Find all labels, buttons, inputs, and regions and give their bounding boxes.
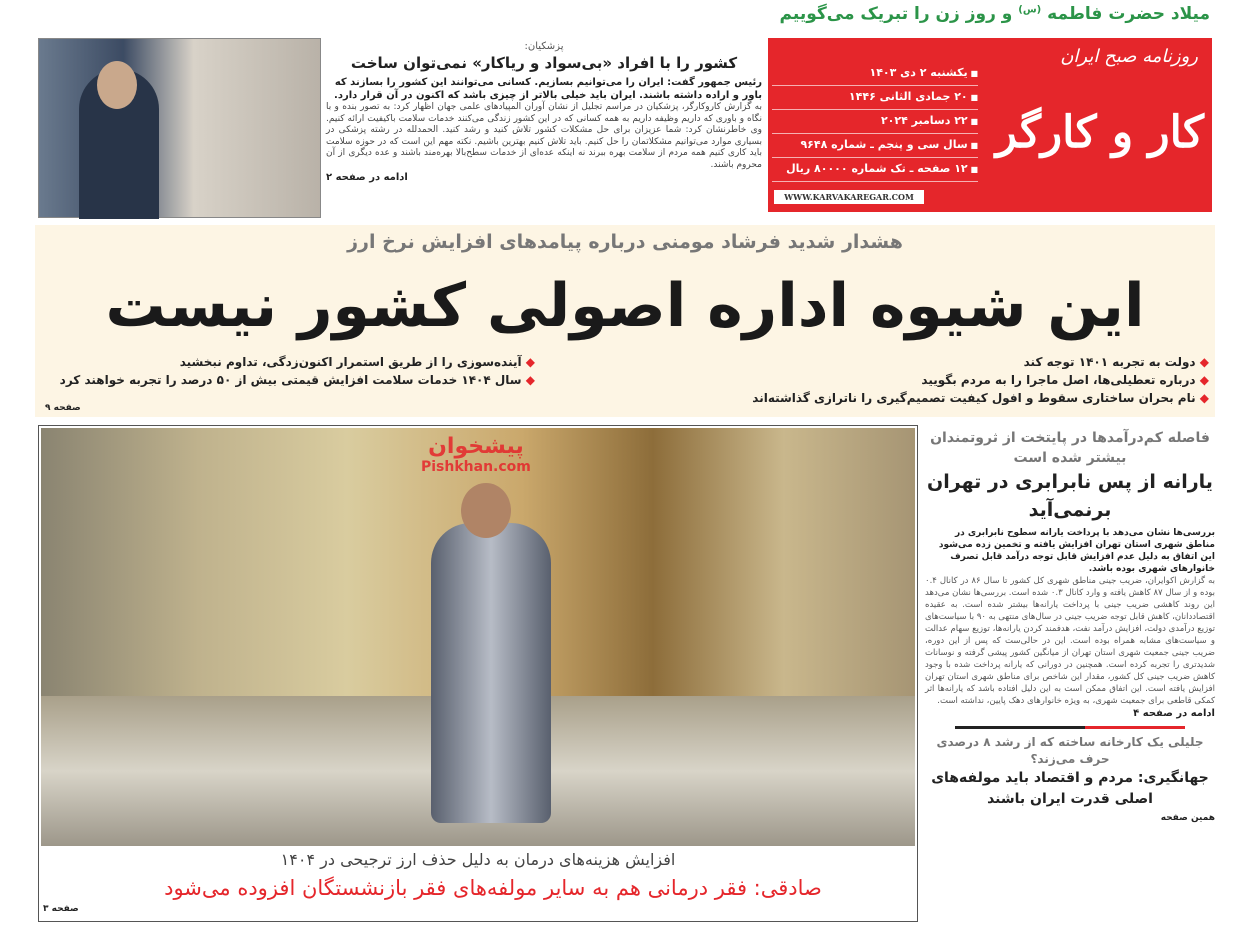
main-photo [41, 428, 915, 846]
issue-gregorian-date: ■ ۲۲ دسامبر ۲۰۲۴ [772, 110, 978, 134]
second-story [925, 734, 1215, 823]
top-story-photo [38, 38, 321, 218]
slogan-banner [780, 4, 1210, 24]
lead-bullets-right [752, 353, 1209, 407]
top-story-kicker: پزشکیان: [524, 41, 564, 52]
photo-page-ref[interactable]: صفحه ۳ [43, 904, 79, 914]
issue-info [772, 62, 978, 182]
top-story[interactable] [326, 40, 762, 184]
right-story-body: به گزارش اکوایران، ضریب جینی مناطق شهری کل کشور تا سال ۸۶ در کانال ۰.۴ بوده و از سال ۸۷ کاهش یافته و وارد کانال ۰.۳ شده است. بررسی‌ها نشان می‌دهد این روند کاهشی ضریب جینی با پرداخت یارانه‌ها بیشتر شده است. به عقیده اقتصاددانان، کاهش قابل توجه ضریب جینی در سال‌های منتهی به ۹۰ با سیاست‌های توزیع درآمدی دولت، افزایش درآمد نفت، هدفمند کردن یارانه‌ها، توزیع سهام عدالت و سیاست‌های مشابه همراه بوده است. این در حالی‌ست که پس از این دوره، ضریب جینی جمعیت شهری استان تهران از میانگین کشور پیشی گرفته و نوسانات شدیدتری را تجربه کرده است. همچنین در دورانی که یارانه پرداخت شده با وجود کاهش ضریب جینی کل کشور، مقدار این شاخص برای مناطق شهری استان تهران افزایش یافته است. این اتفاق ممکن است به این دلیل افتاده باشد که یارانه‌ها اثر کمکی قاطعی برای جمعیت شهری، به ویژه خانوارهای دهک پایین، نداشته است. [924, 576, 1215, 706]
right-story [925, 428, 1215, 721]
issue-date: ■ یکشنبه ۲ دی ۱۴۰۳ [772, 62, 978, 86]
lead-bullet: ◆ دولت به تجربه ۱۴۰۱ توجه کند [752, 353, 1209, 371]
slogan-text: میلاد حضرت فاطمه [1047, 4, 1210, 24]
issue-price: ■ ۱۲ صفحه ـ تک شماره ۸۰۰۰۰ ریال [772, 158, 978, 182]
lead-headline[interactable]: این شیوه اداره اصولی کشور نیست [105, 271, 1145, 341]
lead-bullet: ◆ درباره تعطیلی‌ها، اصل ماجرا را به مردم بگویید [752, 371, 1209, 389]
lead-bullet: ◆ آینده‌سوزی را از طریق استمرار اکنون‌زدگی، تداوم نبخشید [60, 353, 535, 371]
issue-number: ■ سال سی و پنجم ـ شماره ۹۶۴۸ [772, 134, 978, 158]
lead-bullet: ◆ نام بحران ساختاری سقوط و افول کیفیت تصمیم‌گیری را ناترازی گذاشته‌اند [752, 389, 1209, 407]
top-story-lead: رئیس جمهور گفت: ایران را می‌توانیم بسازیم. کسانی می‌توانند این کشور را بسازند که باور و اراده داشته باشند. ایران باید خیلی بالاتر از چیزی باشد که اکنون در آن قرار دارد. [334, 77, 762, 101]
right-story-lead: بررسی‌ها نشان می‌دهد با پرداخت یارانه سطوح نابرابری در مناطق شهری استان تهران افزایش یافته و تخمین زده می‌شود این اتفاق به دلیل عدم افزایش قابل توجه درآمد قابل تصرف خانوارهای شهری بوده باشد. [938, 528, 1215, 574]
right-story-continued[interactable]: ادامه در صفحه ۴ [1133, 708, 1215, 719]
issue-hijri-date: ■ ۲۰ جمادی الثانی ۱۴۴۶ [772, 86, 978, 110]
right-story-headline[interactable]: یارانه از پس نابرابری در تهران برنمی‌آید [927, 471, 1213, 521]
second-story-kicker: جلیلی یک کارخانه ساخته که از رشد ۸ درصدی حرف می‌زند؟ [936, 735, 1204, 766]
lead-bullet: ◆ سال ۱۴۰۴ خدمات سلامت افزایش قیمتی بیش از ۵۰ درصد را تجربه خواهند کرد [60, 371, 535, 389]
slogan-text-2: و روز زن را تبریک می‌گوییم [779, 4, 1013, 24]
right-story-kicker: فاصله کم‌درآمدها در پایتخت از ثروتمندان بیشتر شده است [930, 430, 1210, 466]
lead-story [35, 225, 1215, 417]
lead-bullets-left [60, 353, 535, 389]
right-column [925, 428, 1215, 925]
slogan-sup: (س) [1018, 4, 1042, 16]
photo-caption-headline[interactable]: صادقی: فقر درمانی هم به سایر مولفه‌های فقر بازنشستگان افزوده می‌شود [164, 876, 822, 900]
photo-story [38, 425, 918, 922]
photo-caption-kicker: افزایش هزینه‌های درمان به دلیل حذف ارز ترجیحی در ۱۴۰۴ [280, 850, 676, 869]
lead-story-kicker: هشدار شدید فرشاد مومنی درباره پیامدهای افزایش نرخ ارز [347, 231, 903, 253]
masthead-tagline: روزنامه صبح ایران [1060, 46, 1198, 67]
masthead [768, 38, 1212, 212]
section-divider [955, 726, 1185, 729]
top-story-title[interactable]: کشور را با افراد «بی‌سواد و ریاکار» نمی‌توان ساخت [350, 54, 738, 72]
second-story-page-ref[interactable]: همین صفحه [1160, 813, 1215, 823]
lead-page-ref[interactable]: صفحه ۹ [45, 403, 81, 413]
website-url[interactable]: WWW.KARVAKAREGAR.COM [774, 190, 924, 204]
watermark-logo: پیشخوان Pishkhan.com [421, 434, 531, 475]
top-story-continued[interactable]: ادامه در صفحه ۲ [326, 172, 408, 183]
newspaper-logo: کار و کارگر [995, 107, 1204, 158]
second-story-headline[interactable]: جهانگیری: مردم و اقتصاد باید مولفه‌های اصلی قدرت ایران باشند [931, 770, 1209, 807]
top-story-body: به گزارش کاروکارگر، پزشکیان در مراسم تجلیل از نشان آوران المپیادهای علمی جهان اظهار کرد: به تصور بنده و با نگاه و باوری که داریم وظیفه داریم به همه کسانی که در این کشور زندگی می‌کنند خدمات سلامت باکیفیت ارائه کنیم. وی خاطرنشان کرد: شما عزیزان برای حل مشکلات کشور تلاش کنید و رشد کنید. الحمدلله در رشته پزشکی در بسیاری موارد می‌توانیم مشکلاتمان را حل کنیم. باید تلاش کنیم بهترین باشیم. نکته مهم این است که در حوزه سلامت باید کاری کنیم همه مردم از سلامت بهره ببرند نه اینکه عده‌ای از خدمات سطح‌بالا بهره‌مند باشند و عده دیگری از آن محروم باشند. [326, 102, 762, 170]
